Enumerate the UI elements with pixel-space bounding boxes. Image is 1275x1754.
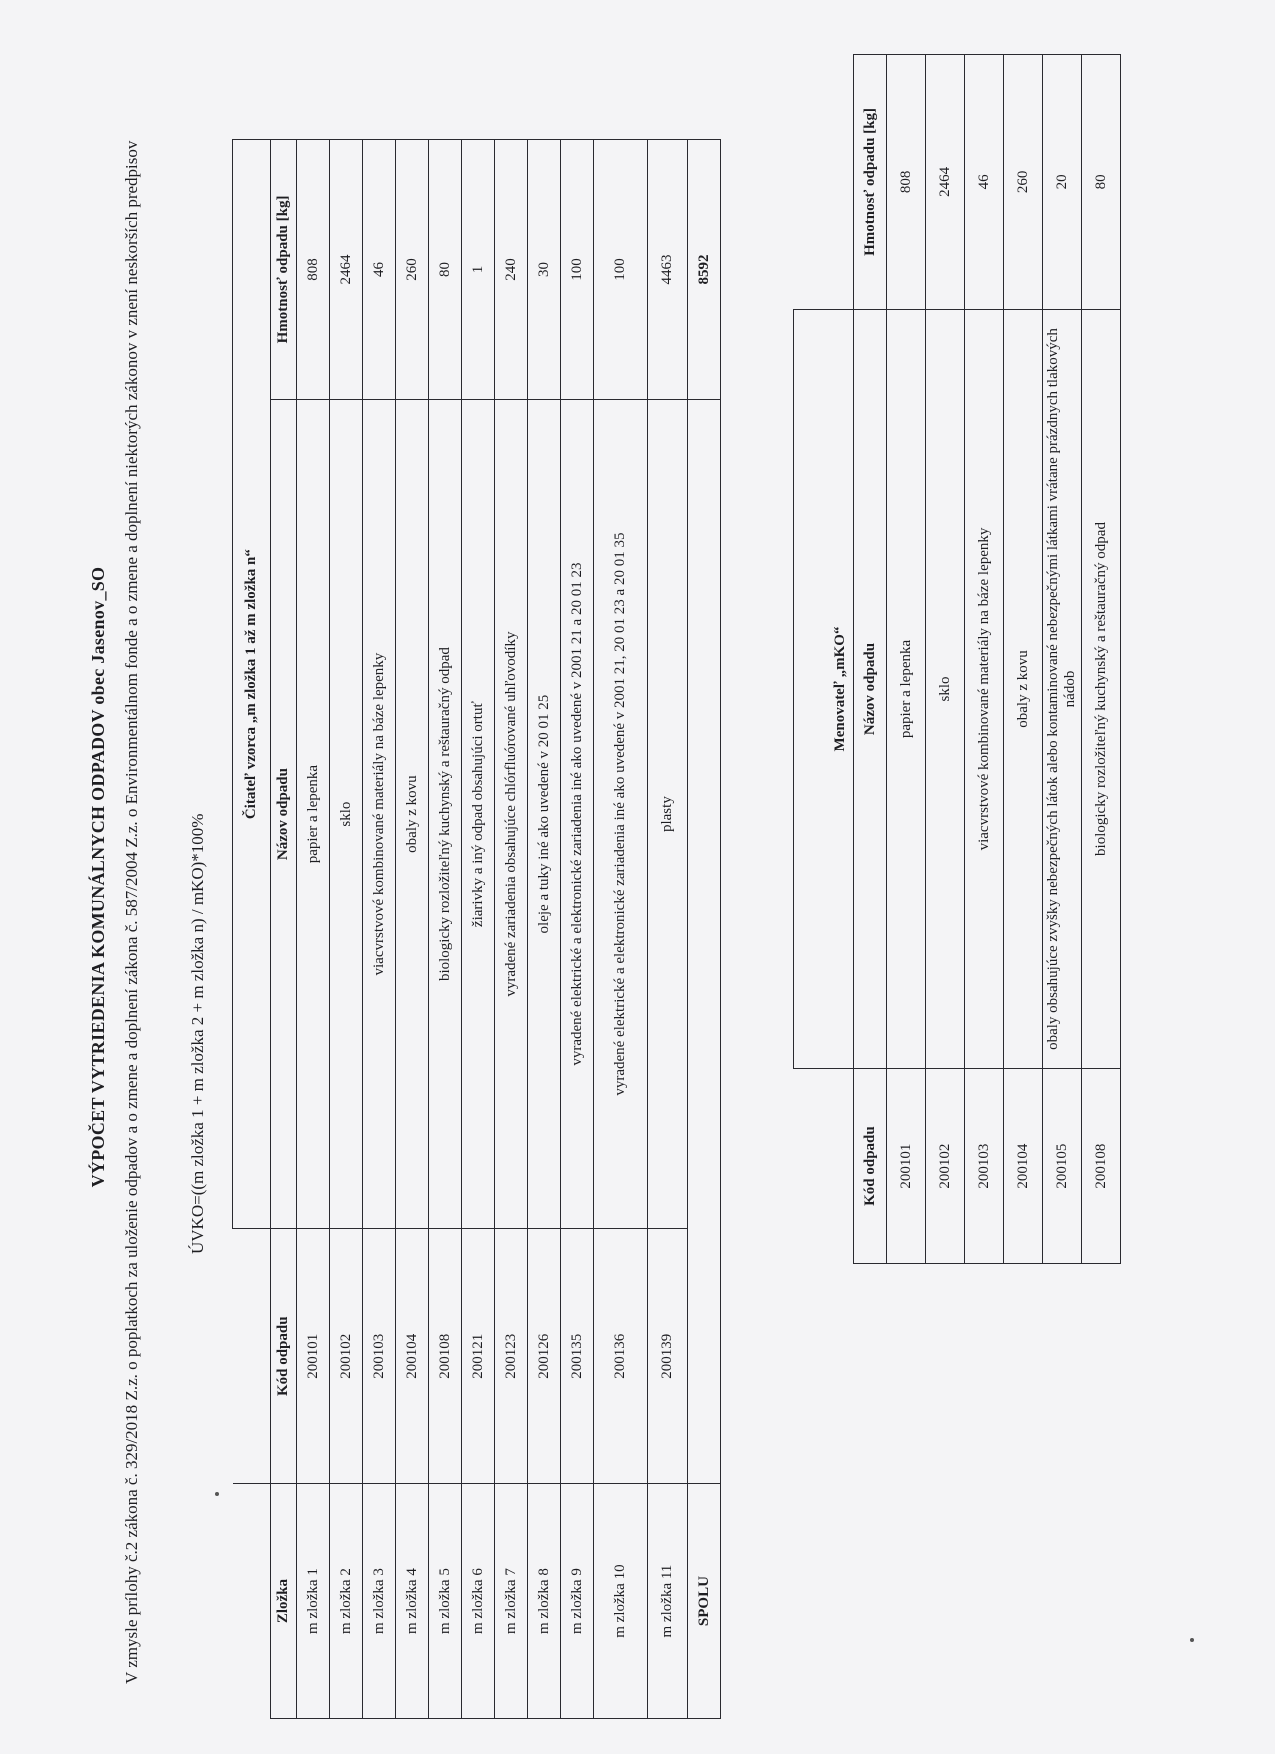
- hmotnost-cell: 240: [495, 140, 528, 400]
- zlozka-cell: m zložka 1: [297, 1484, 330, 1719]
- blank-cell: [688, 399, 721, 1228]
- kod-cell: 200104: [396, 1229, 429, 1484]
- scan-speck: [1190, 1638, 1194, 1642]
- kod-cell: 200139: [648, 1229, 688, 1484]
- kod-cell: 200102: [330, 1229, 363, 1484]
- table-row: [330, 140, 363, 1719]
- blank-cell: [794, 1069, 854, 1264]
- nazov-cell: papier a lepenka: [297, 399, 330, 1228]
- nazov-cell: viacvrstvové kombinované materiály na báze lepenky: [965, 309, 1004, 1068]
- hmotnost-cell: 100: [561, 140, 594, 400]
- hmotnost-cell: 260: [396, 140, 429, 400]
- blank-cell: [233, 1229, 271, 1484]
- kod-cell: 200121: [462, 1229, 495, 1484]
- denominator-header-row: [854, 55, 887, 1264]
- table-row: [462, 140, 495, 1719]
- kod-cell: 200104: [1004, 1069, 1043, 1264]
- zlozka-cell: m zložka 9: [561, 1484, 594, 1719]
- table-row: [1082, 55, 1121, 1264]
- table-row: [887, 55, 926, 1264]
- denominator-caption: Menovateľ „mKO“: [794, 309, 854, 1068]
- nazov-cell: sklo: [926, 309, 965, 1068]
- kod-cell: 200103: [965, 1069, 1004, 1264]
- header-nazov: Názov odpadu: [854, 309, 887, 1068]
- kod-cell: 200103: [363, 1229, 396, 1484]
- blank-cell: [688, 1229, 721, 1484]
- intro-paragraph: V zmysle prílohy č.2 zákona č. 329/2018 Z.z. o poplatkoch za uloženie odpadov a o zmene a doplnení zákona č. 587/2004 Z.z. o Environmentálnom fonde a o zmene a doplnení niektorých zákonov v znení neskorších predpisov: [122, 140, 141, 1684]
- nazov-cell: obaly z kovu: [1004, 309, 1043, 1068]
- zlozka-cell: m zložka 6: [462, 1484, 495, 1719]
- hmotnost-cell: 46: [965, 55, 1004, 310]
- numerator-table: [232, 139, 721, 1719]
- table-row: [594, 140, 648, 1719]
- table-row: [1043, 55, 1082, 1264]
- hmotnost-cell: 1: [462, 140, 495, 400]
- kod-cell: 200123: [495, 1229, 528, 1484]
- zlozka-cell: m zložka 10: [594, 1484, 648, 1719]
- table-row: [528, 140, 561, 1719]
- document-title: VÝPOČET VYTRIEDENIA KOMUNÁLNYCH ODPADOV obec Jasenov_SO: [88, 566, 108, 1188]
- total-value: 8592: [688, 140, 721, 400]
- nazov-cell: biologicky rozložiteľný kuchynský a reštauračný odpad: [429, 399, 462, 1228]
- hmotnost-cell: 4463: [648, 140, 688, 400]
- kod-cell: 200136: [594, 1229, 648, 1484]
- header-kod: Kód odpadu: [854, 1069, 887, 1264]
- hmotnost-cell: 46: [363, 140, 396, 400]
- nazov-cell: žiarivky a iný odpad obsahujúci ortuť: [462, 399, 495, 1228]
- nazov-cell: obaly z kovu: [396, 399, 429, 1228]
- zlozka-cell: m zložka 3: [363, 1484, 396, 1719]
- table-row: [297, 140, 330, 1719]
- nazov-cell: oleje a tuky iné ako uvedené v 20 01 25: [528, 399, 561, 1228]
- table-row: [396, 140, 429, 1719]
- table-row: [429, 140, 462, 1719]
- table-row: [965, 55, 1004, 1264]
- denominator-caption-row: [794, 55, 854, 1264]
- kod-cell: 200135: [561, 1229, 594, 1484]
- denominator-table: [793, 54, 1121, 1264]
- zlozka-cell: m zložka 4: [396, 1484, 429, 1719]
- numerator-caption: Čitateľ vzorca „m zložka 1 až m zložka n“: [233, 140, 271, 1229]
- nazov-cell: biologicky rozložiteľný kuchynský a reštauračný odpad: [1082, 309, 1121, 1068]
- numerator-caption-row: [233, 140, 271, 1719]
- table-row: [561, 140, 594, 1719]
- nazov-cell: papier a lepenka: [887, 309, 926, 1068]
- hmotnost-cell: 808: [887, 55, 926, 310]
- hmotnost-cell: 30: [528, 140, 561, 400]
- nazov-cell: obaly obsahujúce zvyšky nebezpečných látok alebo kontaminované nebezpečnými látkami vrátane prázdnych tlakových nádob: [1043, 309, 1082, 1068]
- header-zlozka: Zložka: [271, 1484, 297, 1719]
- zlozka-cell: m zložka 5: [429, 1484, 462, 1719]
- kod-cell: 200108: [1082, 1069, 1121, 1264]
- kod-cell: 200108: [429, 1229, 462, 1484]
- header-hmotnost: Hmotnosť odpadu [kg]: [854, 55, 887, 310]
- header-kod: Kód odpadu: [271, 1229, 297, 1484]
- header-hmotnost: Hmotnosť odpadu [kg]: [271, 140, 297, 400]
- zlozka-cell: m zložka 2: [330, 1484, 363, 1719]
- zlozka-cell: m zložka 7: [495, 1484, 528, 1719]
- kod-cell: 200101: [297, 1229, 330, 1484]
- kod-cell: 200101: [887, 1069, 926, 1264]
- nazov-cell: vyradené elektrické a elektronické zariadenia iné ako uvedené v 2001 21 a 20 01 23: [561, 399, 594, 1228]
- hmotnost-cell: 808: [297, 140, 330, 400]
- zlozka-cell: m zložka 11: [648, 1484, 688, 1719]
- table-row: [926, 55, 965, 1264]
- table-row: [1004, 55, 1043, 1264]
- numerator-header-row: [271, 140, 297, 1719]
- table-row: [648, 140, 688, 1719]
- total-label: SPOLU: [688, 1484, 721, 1719]
- hmotnost-cell: 260: [1004, 55, 1043, 310]
- zlozka-cell: m zložka 8: [528, 1484, 561, 1719]
- kod-cell: 200105: [1043, 1069, 1082, 1264]
- hmotnost-cell: 20: [1043, 55, 1082, 310]
- table-row: [363, 140, 396, 1719]
- hmotnost-cell: 80: [1082, 55, 1121, 310]
- blank-cell: [794, 55, 854, 310]
- nazov-cell: vyradené zariadenia obsahujúce chlórfluórované uhľovodíky: [495, 399, 528, 1228]
- nazov-cell: viacvrstvové kombinované materiály na báze lepenky: [363, 399, 396, 1228]
- kod-cell: 200102: [926, 1069, 965, 1264]
- hmotnost-cell: 80: [429, 140, 462, 400]
- hmotnost-cell: 100: [594, 140, 648, 400]
- formula: ÚVKO=((m zložka 1 + m zložka 2 + m zložka n) / mKO)*100%: [188, 813, 207, 1254]
- kod-cell: 200126: [528, 1229, 561, 1484]
- nazov-cell: plasty: [648, 399, 688, 1228]
- scan-speck: [215, 1492, 219, 1496]
- table-row: [495, 140, 528, 1719]
- nazov-cell: sklo: [330, 399, 363, 1228]
- header-nazov: Názov odpadu: [271, 399, 297, 1228]
- hmotnost-cell: 2464: [926, 55, 965, 310]
- hmotnost-cell: 2464: [330, 140, 363, 400]
- blank-cell: [233, 1484, 271, 1719]
- total-row: [688, 140, 721, 1719]
- nazov-cell: vyradené elektrické a elektronické zariadenia iné ako uvedené v 2001 21, 20 01 23 a 20 01 35: [594, 399, 648, 1228]
